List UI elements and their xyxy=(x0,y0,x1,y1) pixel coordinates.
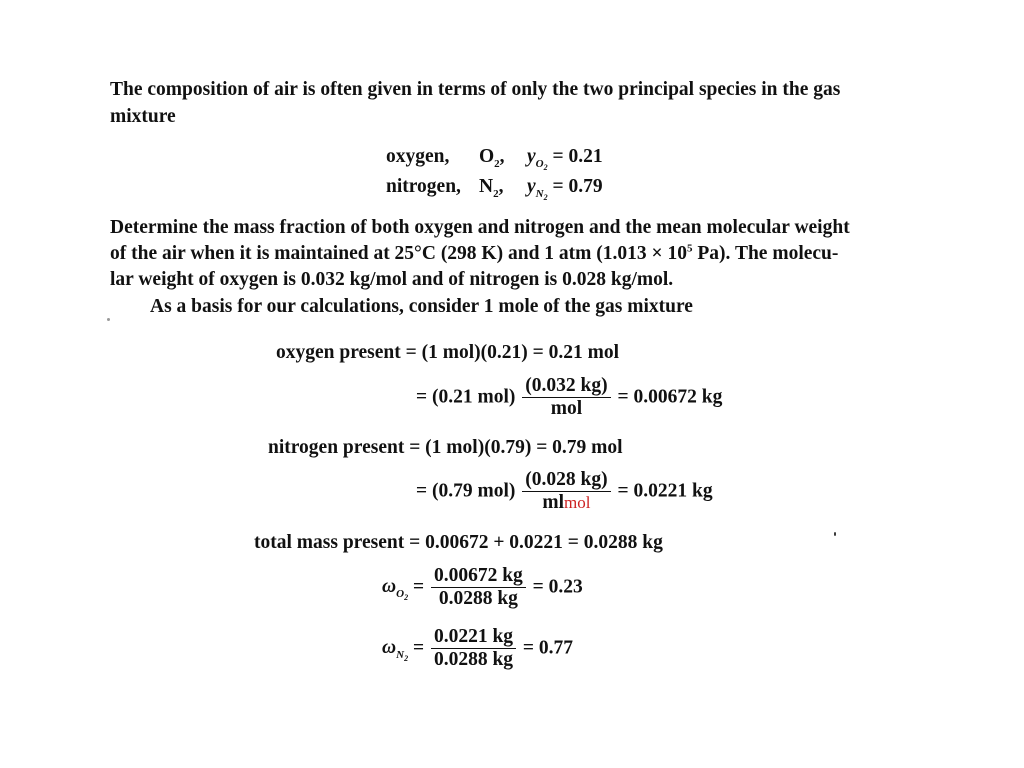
oxygen-present-line: oxygen present = (1 mol)(0.21) = 0.21 mol xyxy=(276,342,620,363)
species-nitrogen-name: nitrogen, xyxy=(386,176,461,197)
problem-line-1: Determine the mass fraction of both oxygen and nitrogen and the mean molecular weight xyxy=(110,217,850,238)
species-oxygen-y: $y_{O_2}$ xyxy=(527,146,548,173)
intro-line-2: mixture xyxy=(110,106,176,127)
intro-line-1: The composition of air is often given in terms of only the two principal species in the gas xyxy=(110,79,841,100)
oxygen-mass-fraction: $\frac{(0.032 kg)}{\text{mol}}$ xyxy=(522,375,610,421)
omega-o2-fraction: $\frac{0.00672 kg}{0.0288 kg}$ xyxy=(431,565,526,611)
omega-o2-line: $\omega_{O_2}$ = $\frac{0.00672 kg}{0.0288 kg}$ = 0.23 xyxy=(382,565,583,610)
omega-n2-symbol: $\omega_{N_2}$ xyxy=(382,637,409,664)
nitrogen-mass-fraction: $\frac{(0.028 kg)}{\text{mlmol}}$ xyxy=(522,469,610,515)
species-nitrogen-formula: $N_2$, xyxy=(479,176,504,200)
species-oxygen-value: = 0.21 xyxy=(547,146,603,167)
nitrogen-present-line: nitrogen present = (1 mol)(0.79) = 0.79 mol xyxy=(268,437,623,458)
species-oxygen xyxy=(386,146,603,173)
total-mass-line: total mass present = 0.00672 + 0.0221 = 0.0288 kg xyxy=(254,532,663,553)
oxygen-mass-line: = (0.21 mol) $\frac{(0.032 kg)}{\text{mol}}$ = 0.00672 kg xyxy=(416,375,723,420)
problem-line-2: of the air when it is maintained at 25°C (298 K) and 1 atm ($1.013 \times 10^5$ Pa). The molecu- xyxy=(110,242,839,264)
nitrogen-mass-line: = (0.79 mol) $\frac{(0.028 kg)}{\text{mlmol}}$ = 0.0221 kg xyxy=(416,469,713,514)
species-oxygen-name: oxygen, xyxy=(386,146,450,167)
problem-line-3: lar weight of oxygen is 0.032 kg/mol and of nitrogen is 0.028 kg/mol. xyxy=(110,269,674,290)
species-nitrogen-value: = 0.79 xyxy=(547,176,603,197)
basis-line: As a basis for our calculations, consider 1 mole of the gas mixture xyxy=(150,296,693,317)
species-nitrogen-y: $y_{N_2}$ xyxy=(527,176,548,203)
omega-n2-fraction: $\frac{0.0221 kg}{0.0288 kg}$ xyxy=(431,626,516,672)
species-oxygen-formula: $O_2$, xyxy=(479,146,505,170)
scan-speck xyxy=(834,532,836,536)
omega-o2-symbol: $\omega_{O_2}$ xyxy=(382,576,409,603)
scan-speck xyxy=(107,318,110,321)
species-nitrogen xyxy=(386,176,603,203)
omega-n2-line: $\omega_{N_2}$ = $\frac{0.0221 kg}{0.0288 kg}$ = 0.77 xyxy=(382,626,574,671)
handwritten-correction: mol xyxy=(564,493,591,513)
